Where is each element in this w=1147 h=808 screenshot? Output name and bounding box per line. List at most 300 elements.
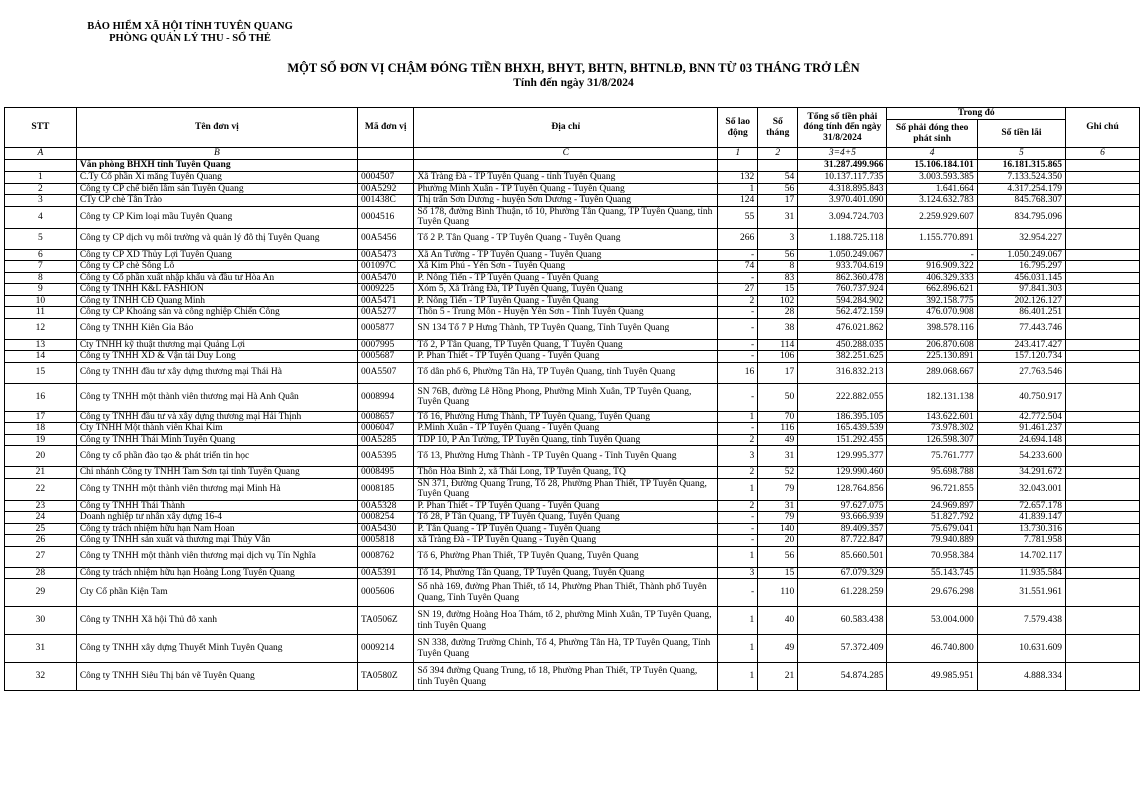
- cell-stt: 31: [5, 635, 77, 663]
- cell-note: [1066, 523, 1140, 535]
- cell-labor: 2: [718, 434, 758, 446]
- cell-name: Công ty TNHH Thái Minh Tuyên Quang: [76, 434, 357, 446]
- cell-months: 31: [758, 500, 798, 512]
- cell-address: xã Tràng Đà - TP Tuyên Quang - Tuyên Quang: [414, 535, 718, 547]
- cell-name: Công ty TNHH Xã hội Thủ đô xanh: [76, 607, 357, 635]
- cell-interest: 86.401.251: [977, 307, 1065, 319]
- cell-name: Công ty TNHH K&L FASHION: [76, 284, 357, 296]
- cell-interest: 27.763.546: [977, 362, 1065, 383]
- cell-address: Số nhà 169, đường Phan Thiết, tổ 14, Phường Phan Thiết, Thành phố Tuyên Quang, Tỉnh Tuyên Quang: [414, 579, 718, 607]
- cell-interest: 845.768.307: [977, 195, 1065, 207]
- cell-name: Công ty Cổ phần xuất nhập khẩu và đầu tư Hòa An: [76, 272, 357, 284]
- cell-interest: 72.657.178: [977, 500, 1065, 512]
- cell-payable: 79.940.889: [887, 535, 977, 547]
- cell-payable: 398.578.116: [887, 318, 977, 339]
- cell-labor: 2: [718, 500, 758, 512]
- cell-labor: 3: [718, 446, 758, 467]
- cell-months: 110: [758, 579, 798, 607]
- table-row: [5, 351, 1140, 363]
- cell-interest: 32.954.227: [977, 228, 1065, 249]
- cell-name: Công ty TNHH XD & Vận tải Duy Long: [76, 351, 357, 363]
- cell-interest: 1.050.249.067: [977, 249, 1065, 261]
- cell-months: 54: [758, 172, 798, 184]
- cell-interest: 834.795.096: [977, 206, 1065, 228]
- cell-months: 20: [758, 535, 798, 547]
- cell-labor: 132: [718, 172, 758, 184]
- cell-labor: -: [718, 383, 758, 411]
- cell-name: Công ty TNHH xây dựng Thuyết Minh Tuyên Quang: [76, 635, 357, 663]
- cell-interest: 16.795.297: [977, 261, 1065, 273]
- cell-address: Xã Tràng Đà - TP Tuyên Quang - tỉnh Tuyên Quang: [414, 172, 718, 184]
- cell-note: [1066, 362, 1140, 383]
- cell-stt: 29: [5, 579, 77, 607]
- table-row: [5, 295, 1140, 307]
- index-cell: C: [414, 148, 718, 160]
- table-row: [5, 478, 1140, 500]
- cell-total: 85.660.501: [798, 546, 887, 567]
- cell-months: 116: [758, 423, 798, 435]
- table-row: [5, 411, 1140, 423]
- cell-name: Công ty CP XD Thủy Lợi Tuyên Quang: [76, 249, 357, 261]
- cell-stt: 15: [5, 362, 77, 383]
- cell-total: 129.990.460: [798, 467, 887, 479]
- cell-payable: 73.978.302: [887, 423, 977, 435]
- table-row: [5, 467, 1140, 479]
- table-row: [5, 446, 1140, 467]
- cell-months: 56: [758, 183, 798, 195]
- cell-note: [1066, 351, 1140, 363]
- cell-months: 31: [758, 446, 798, 467]
- table-row: [5, 272, 1140, 284]
- cell-name: Công ty TNHH một thành viên thương mại Hà Anh Quân: [76, 383, 357, 411]
- cell-labor: 1: [718, 478, 758, 500]
- table-row: [5, 318, 1140, 339]
- cell-address: Số 394 đường Quang Trung, tổ 18, Phường Phan Thiết, TP Tuyên Quang, tỉnh Tuyên Quang: [414, 663, 718, 691]
- cell-payable: 1.155.770.891: [887, 228, 977, 249]
- cell-name: Công ty TNHH Kiên Gia Bảo: [76, 318, 357, 339]
- cell-note: [1066, 284, 1140, 296]
- cell-payable: 2.259.929.607: [887, 206, 977, 228]
- cell-interest: 7.579.438: [977, 607, 1065, 635]
- cell-address: Tổ 2 P. Tân Quang - TP Tuyên Quang - Tuyên Quang: [414, 228, 718, 249]
- cell-total: 562.472.159: [798, 307, 887, 319]
- cell-interest: 13.730.316: [977, 523, 1065, 535]
- cell-labor: -: [718, 249, 758, 261]
- cell-name: C.Ty Cổ phần Xi măng Tuyên Quang: [76, 172, 357, 184]
- cell-note: [1066, 607, 1140, 635]
- cell-payable: -: [887, 249, 977, 261]
- cell-code: 0006047: [358, 423, 414, 435]
- cell-interest: 54.233.600: [977, 446, 1065, 467]
- org-line-1: BẢO HIỂM XÃ HỘI TỈNH TUYÊN QUANG: [87, 21, 293, 32]
- cell-total: 476.021.862: [798, 318, 887, 339]
- org-line-2: PHÒNG QUẢN LÝ THU - SỔ THẺ: [109, 33, 271, 44]
- cell-code: 00A5430: [358, 523, 414, 535]
- cell-code: 00A5471: [358, 295, 414, 307]
- cell-total: 93.666.939: [798, 512, 887, 524]
- cell-interest: 41.839.147: [977, 512, 1065, 524]
- cell-labor: 74: [718, 261, 758, 273]
- cell-name: Công ty cổ phần đào tạo & phát triển tin học: [76, 446, 357, 467]
- table-row: [5, 284, 1140, 296]
- cell-interest: 91.461.237: [977, 423, 1065, 435]
- cell-interest: 4.317.254.179: [977, 183, 1065, 195]
- cell-note: [1066, 434, 1140, 446]
- cell-code: 0008657: [358, 411, 414, 423]
- cell-payable: 75.679.041: [887, 523, 977, 535]
- cell-address: Tổ 16, Phường Hưng Thành, TP Tuyên Quang, Tuyên Quang: [414, 411, 718, 423]
- cell-labor: -: [718, 423, 758, 435]
- cell-note: [1066, 272, 1140, 284]
- cell-address: SN 76B, đường Lê Hồng Phong, Phường Minh Xuân, TP Tuyên Quang, Tuyên Quang: [414, 383, 718, 411]
- cell-payable: 476.070.908: [887, 307, 977, 319]
- cell-address: Tổ 6, Phường Phan Thiết, TP Tuyên Quang, Tuyên Quang: [414, 546, 718, 567]
- cell-labor: 2: [718, 295, 758, 307]
- cell-total: 87.722.847: [798, 535, 887, 547]
- cell-code: 0005877: [358, 318, 414, 339]
- cell-address: SN 19, đường Hoàng Hoa Thám, tổ 2, phường Minh Xuân, TP Tuyên Quang, tỉnh Tuyên Quang: [414, 607, 718, 635]
- cell-name: Công ty CP Khoáng sản và công nghiệp Chiến Công: [76, 307, 357, 319]
- cell-months: 8: [758, 261, 798, 273]
- table-row: [5, 383, 1140, 411]
- cell-name: Công ty TNHH một thành viên thương mại Minh Hà: [76, 478, 357, 500]
- cell-code: 00A5328: [358, 500, 414, 512]
- cell-code: 001097C: [358, 261, 414, 273]
- cell-labor: 3: [718, 567, 758, 579]
- cell-name: Chi nhánh Công ty TNHH Tam Sơn tại tỉnh Tuyên Quang: [76, 467, 357, 479]
- cell-note: [1066, 249, 1140, 261]
- cell-code: 00A5456: [358, 228, 414, 249]
- cell-stt: 22: [5, 478, 77, 500]
- cell-interest: 4.888.334: [977, 663, 1065, 691]
- cell-total: 450.288.035: [798, 339, 887, 351]
- cell-stt: 4: [5, 206, 77, 228]
- cell-total: 54.874.285: [798, 663, 887, 691]
- cell-interest: 77.443.746: [977, 318, 1065, 339]
- cell-note: [1066, 423, 1140, 435]
- cell-note: [1066, 535, 1140, 547]
- cell-payable: 95.698.788: [887, 467, 977, 479]
- cell-payable: 24.969.897: [887, 500, 977, 512]
- cell-total: 4.318.895.843: [798, 183, 887, 195]
- cell-labor: -: [718, 351, 758, 363]
- cell-stt: 25: [5, 523, 77, 535]
- cell-note: [1066, 228, 1140, 249]
- cell-note: [1066, 261, 1140, 273]
- cell-code: 00A5507: [358, 362, 414, 383]
- cell-address: Số 178, đường Bình Thuận, tổ 10, Phường Tân Quang, TP Tuyên Quang, tỉnh Tuyên Quang: [414, 206, 718, 228]
- cell-interest: 32.043.001: [977, 478, 1065, 500]
- cell-note: [1066, 635, 1140, 663]
- cell-months: 17: [758, 362, 798, 383]
- cell-code: 0005818: [358, 535, 414, 547]
- header-name: Tên đơn vị: [76, 108, 357, 148]
- cell-name: Cty TNHH Một thành viên Khai Kim: [76, 423, 357, 435]
- cell-note: [1066, 383, 1140, 411]
- cell-labor: 27: [718, 284, 758, 296]
- cell-total: 97.627.075: [798, 500, 887, 512]
- cell-code: 0004507: [358, 172, 414, 184]
- cell-payable: 55.143.745: [887, 567, 977, 579]
- cell-stt: 32: [5, 663, 77, 691]
- cell-name: Công ty trách nhiệm hữu hạn Hoàng Long Tuyên Quang: [76, 567, 357, 579]
- cell-payable: 70.958.384: [887, 546, 977, 567]
- cell-stt: 11: [5, 307, 77, 319]
- table-row: [5, 500, 1140, 512]
- cell-interest: 456.031.145: [977, 272, 1065, 284]
- table-row: [5, 635, 1140, 663]
- cell-months: 102: [758, 295, 798, 307]
- cell-address: SN 371, Đường Quang Trung, Tổ 28, Phường Phan Thiết, TP Tuyên Quang, Tuyên Quang: [414, 478, 718, 500]
- cell-total: 3.970.401.090: [798, 195, 887, 207]
- cell-total: 165.439.539: [798, 423, 887, 435]
- cell-stt: 24: [5, 512, 77, 524]
- cell-interest: 97.841.303: [977, 284, 1065, 296]
- cell-note: [1066, 339, 1140, 351]
- cell-address: P. Nông Tiến - TP Tuyên Quang - Tuyên Quang: [414, 272, 718, 284]
- cell-address: SN 134 Tổ 7 P Hưng Thành, TP Tuyên Quang, Tỉnh Tuyên Quang: [414, 318, 718, 339]
- cell-address: P.Minh Xuân - TP Tuyên Quang - Tuyên Quang: [414, 423, 718, 435]
- cell-stt: 12: [5, 318, 77, 339]
- cell-code: 00A5292: [358, 183, 414, 195]
- cell-note: [1066, 295, 1140, 307]
- cell-months: 15: [758, 284, 798, 296]
- cell-name: Cty Cổ phần Kiện Tam: [76, 579, 357, 607]
- table-row: [5, 523, 1140, 535]
- cell-total: 128.764.856: [798, 478, 887, 500]
- cell-months: 56: [758, 546, 798, 567]
- cell-total: 186.395.105: [798, 411, 887, 423]
- index-cell: B: [76, 148, 357, 160]
- cell-stt: 5: [5, 228, 77, 249]
- cell-code: 00A5391: [358, 567, 414, 579]
- cell-address: Tổ dân phố 6, Phường Tân Hà, TP Tuyên Quang, tỉnh Tuyên Quang: [414, 362, 718, 383]
- cell-interest: 31.551.961: [977, 579, 1065, 607]
- cell-name: Cty TNHH kỹ thuật thương mại Quảng Lợi: [76, 339, 357, 351]
- cell-months: 70: [758, 411, 798, 423]
- cell-address: P. Tân Quang - TP Tuyên Quang - Tuyên Quang: [414, 523, 718, 535]
- cell-address: Thôn Hòa Bình 2, xã Thái Long, TP Tuyên Quang, TQ: [414, 467, 718, 479]
- cell-months: 3: [758, 228, 798, 249]
- cell-total: 1.050.249.067: [798, 249, 887, 261]
- cell-code: 0007995: [358, 339, 414, 351]
- table-row: [5, 206, 1140, 228]
- index-cell: A: [5, 148, 77, 160]
- cell-note: [1066, 579, 1140, 607]
- cell-total: 151.292.455: [798, 434, 887, 446]
- cell-code: 00A5277: [358, 307, 414, 319]
- header-labor: Số lao động: [718, 108, 758, 148]
- cell-stt: 3: [5, 195, 77, 207]
- table-row: [5, 172, 1140, 184]
- header-months: Số tháng: [758, 108, 798, 148]
- cell-labor: 16: [718, 362, 758, 383]
- cell-stt: 30: [5, 607, 77, 635]
- cell-total: 862.360.478: [798, 272, 887, 284]
- cell-code: 0008994: [358, 383, 414, 411]
- cell-address: Thôn 5 - Trung Môn - Huyện Yên Sơn - Tỉnh Tuyên Quang: [414, 307, 718, 319]
- table-row: [5, 535, 1140, 547]
- cell-total: 61.228.259: [798, 579, 887, 607]
- cell-address: Xóm 5, Xã Tràng Đà, TP Tuyên Quang, Tuyên Quang: [414, 284, 718, 296]
- cell-note: [1066, 206, 1140, 228]
- cell-labor: 2: [718, 467, 758, 479]
- cell-stt: 10: [5, 295, 77, 307]
- cell-payable: 51.827.792: [887, 512, 977, 524]
- title-main: MỘT SỐ ĐƠN VỊ CHẬM ĐÓNG TIỀN BHXH, BHYT, BHTN, BHTNLĐ, BNN TỪ 03 THÁNG TRỞ LÊN: [287, 61, 860, 75]
- cell-payable: 143.622.601: [887, 411, 977, 423]
- cell-months: 83: [758, 272, 798, 284]
- cell-months: 38: [758, 318, 798, 339]
- cell-stt: 27: [5, 546, 77, 567]
- cell-code: 0009214: [358, 635, 414, 663]
- cell-payable: 662.896.621: [887, 284, 977, 296]
- cell-payable: 225.130.891: [887, 351, 977, 363]
- table-row: [5, 307, 1140, 319]
- cell-address: Xã An Tường - TP Tuyên Quang - Tuyên Quang: [414, 249, 718, 261]
- cell-address: Tổ 28, P Tân Quang, TP Tuyên Quang, Tuyên Quang: [414, 512, 718, 524]
- cell-stt: 8: [5, 272, 77, 284]
- cell-labor: 266: [718, 228, 758, 249]
- cell-payable: 49.985.951: [887, 663, 977, 691]
- title-sub: Tính đến ngày 31/8/2024: [513, 77, 634, 89]
- cell-payable: 182.131.138: [887, 383, 977, 411]
- index-cell: 5: [977, 148, 1065, 160]
- cell-stt: 2: [5, 183, 77, 195]
- cell-address: TDP 10, P An Tường, TP Tuyên Quang, tỉnh Tuyên Quang: [414, 434, 718, 446]
- cell-note: [1066, 411, 1140, 423]
- cell-stt: 17: [5, 411, 77, 423]
- cell-total: 67.079.329: [798, 567, 887, 579]
- table-row: [5, 567, 1140, 579]
- cell-note: [1066, 172, 1140, 184]
- cell-stt: 13: [5, 339, 77, 351]
- cell-note: [1066, 512, 1140, 524]
- cell-total: 1.188.725.118: [798, 228, 887, 249]
- cell-months: 31: [758, 206, 798, 228]
- summary-row: [5, 160, 1140, 172]
- cell-code: 0009225: [358, 284, 414, 296]
- cell-code: 0008254: [358, 512, 414, 524]
- table-row: [5, 183, 1140, 195]
- cell-address: Xã Kim Phú - Yên Sơn - Tuyên Quang: [414, 261, 718, 273]
- cell-stt: 16: [5, 383, 77, 411]
- table-row: [5, 579, 1140, 607]
- cell-interest: 14.702.117: [977, 546, 1065, 567]
- cell-payable: 96.721.855: [887, 478, 977, 500]
- cell-code: 0008495: [358, 467, 414, 479]
- index-cell: 3=4+5: [798, 148, 887, 160]
- cell-code: TA0580Z: [358, 663, 414, 691]
- cell-name: Công ty CP chè Sông Lô: [76, 261, 357, 273]
- cell-stt: 6: [5, 249, 77, 261]
- cell-code: 00A5470: [358, 272, 414, 284]
- cell-labor: 1: [718, 607, 758, 635]
- summary-total: 31.287.499.966: [798, 160, 887, 172]
- index-cell: 1: [718, 148, 758, 160]
- summary-payable: 15.106.184.101: [887, 160, 977, 172]
- table-row: [5, 261, 1140, 273]
- cell-stt: 26: [5, 535, 77, 547]
- organization-header: [60, 21, 320, 45]
- cell-interest: 34.291.672: [977, 467, 1065, 479]
- cell-total: 10.137.117.735: [798, 172, 887, 184]
- table-row: [5, 546, 1140, 567]
- cell-months: 140: [758, 523, 798, 535]
- cell-address: Thị trấn Sơn Dương - huyện Sơn Dương - Tuyên Quang: [414, 195, 718, 207]
- cell-note: [1066, 467, 1140, 479]
- cell-name: CTy CP chè Tân Trào: [76, 195, 357, 207]
- cell-interest: 24.694.148: [977, 434, 1065, 446]
- header-address: Địa chỉ: [414, 108, 718, 148]
- cell-payable: 53.004.000: [887, 607, 977, 635]
- cell-months: 40: [758, 607, 798, 635]
- cell-name: Công ty trách nhiệm hữu hạn Nam Hoan: [76, 523, 357, 535]
- cell-stt: 9: [5, 284, 77, 296]
- cell-labor: 124: [718, 195, 758, 207]
- table-row: [5, 195, 1140, 207]
- cell-code: 0005606: [358, 579, 414, 607]
- cell-payable: 3.124.632.783: [887, 195, 977, 207]
- cell-payable: 1.641.664: [887, 183, 977, 195]
- cell-address: P. Phan Thiết - TP Tuyên Quang - Tuyên Quang: [414, 351, 718, 363]
- cell-labor: 1: [718, 183, 758, 195]
- cell-total: 760.737.924: [798, 284, 887, 296]
- table-row: [5, 434, 1140, 446]
- cell-stt: 21: [5, 467, 77, 479]
- header-total: Tổng số tiền phải đóng tính đến ngày 31/8/2024: [798, 108, 887, 148]
- cell-code: 00A5395: [358, 446, 414, 467]
- cell-total: 3.094.724.703: [798, 206, 887, 228]
- cell-labor: 1: [718, 663, 758, 691]
- cell-code: 0005687: [358, 351, 414, 363]
- cell-code: 00A5285: [358, 434, 414, 446]
- cell-total: 129.995.377: [798, 446, 887, 467]
- cell-interest: 157.120.734: [977, 351, 1065, 363]
- cell-stt: 23: [5, 500, 77, 512]
- cell-payable: 29.676.298: [887, 579, 977, 607]
- summary-interest: 16.181.315.865: [977, 160, 1065, 172]
- document-title: [0, 61, 1147, 91]
- cell-name: Công ty TNHH sản xuất và thương mại Thủy Vân: [76, 535, 357, 547]
- cell-address: P. Phan Thiết - TP Tuyên Quang - Tuyên Quang: [414, 500, 718, 512]
- cell-months: 49: [758, 434, 798, 446]
- cell-months: 79: [758, 478, 798, 500]
- cell-payable: 289.068.667: [887, 362, 977, 383]
- cell-note: [1066, 567, 1140, 579]
- table-row: [5, 339, 1140, 351]
- cell-stt: 7: [5, 261, 77, 273]
- cell-labor: 55: [718, 206, 758, 228]
- cell-note: [1066, 478, 1140, 500]
- cell-name: Công ty TNHH Thái Thành: [76, 500, 357, 512]
- cell-total: 316.832.213: [798, 362, 887, 383]
- table-row: [5, 423, 1140, 435]
- cell-labor: -: [718, 307, 758, 319]
- cell-note: [1066, 195, 1140, 207]
- cell-address: Phường Minh Xuân - TP Tuyên Quang - Tuyên Quang: [414, 183, 718, 195]
- cell-note: [1066, 446, 1140, 467]
- cell-interest: 42.772.504: [977, 411, 1065, 423]
- cell-months: 49: [758, 635, 798, 663]
- cell-name: Công ty TNHH đầu tư xây dựng thương mại Thái Hà: [76, 362, 357, 383]
- cell-name: Công ty CP dịch vụ môi trường và quản lý đô thị Tuyên Quang: [76, 228, 357, 249]
- cell-labor: -: [718, 272, 758, 284]
- table-row: [5, 362, 1140, 383]
- cell-labor: -: [718, 512, 758, 524]
- cell-name: Công ty TNHH CĐ Quang Minh: [76, 295, 357, 307]
- cell-name: Doanh nghiệp tư nhân xây dựng 16-4: [76, 512, 357, 524]
